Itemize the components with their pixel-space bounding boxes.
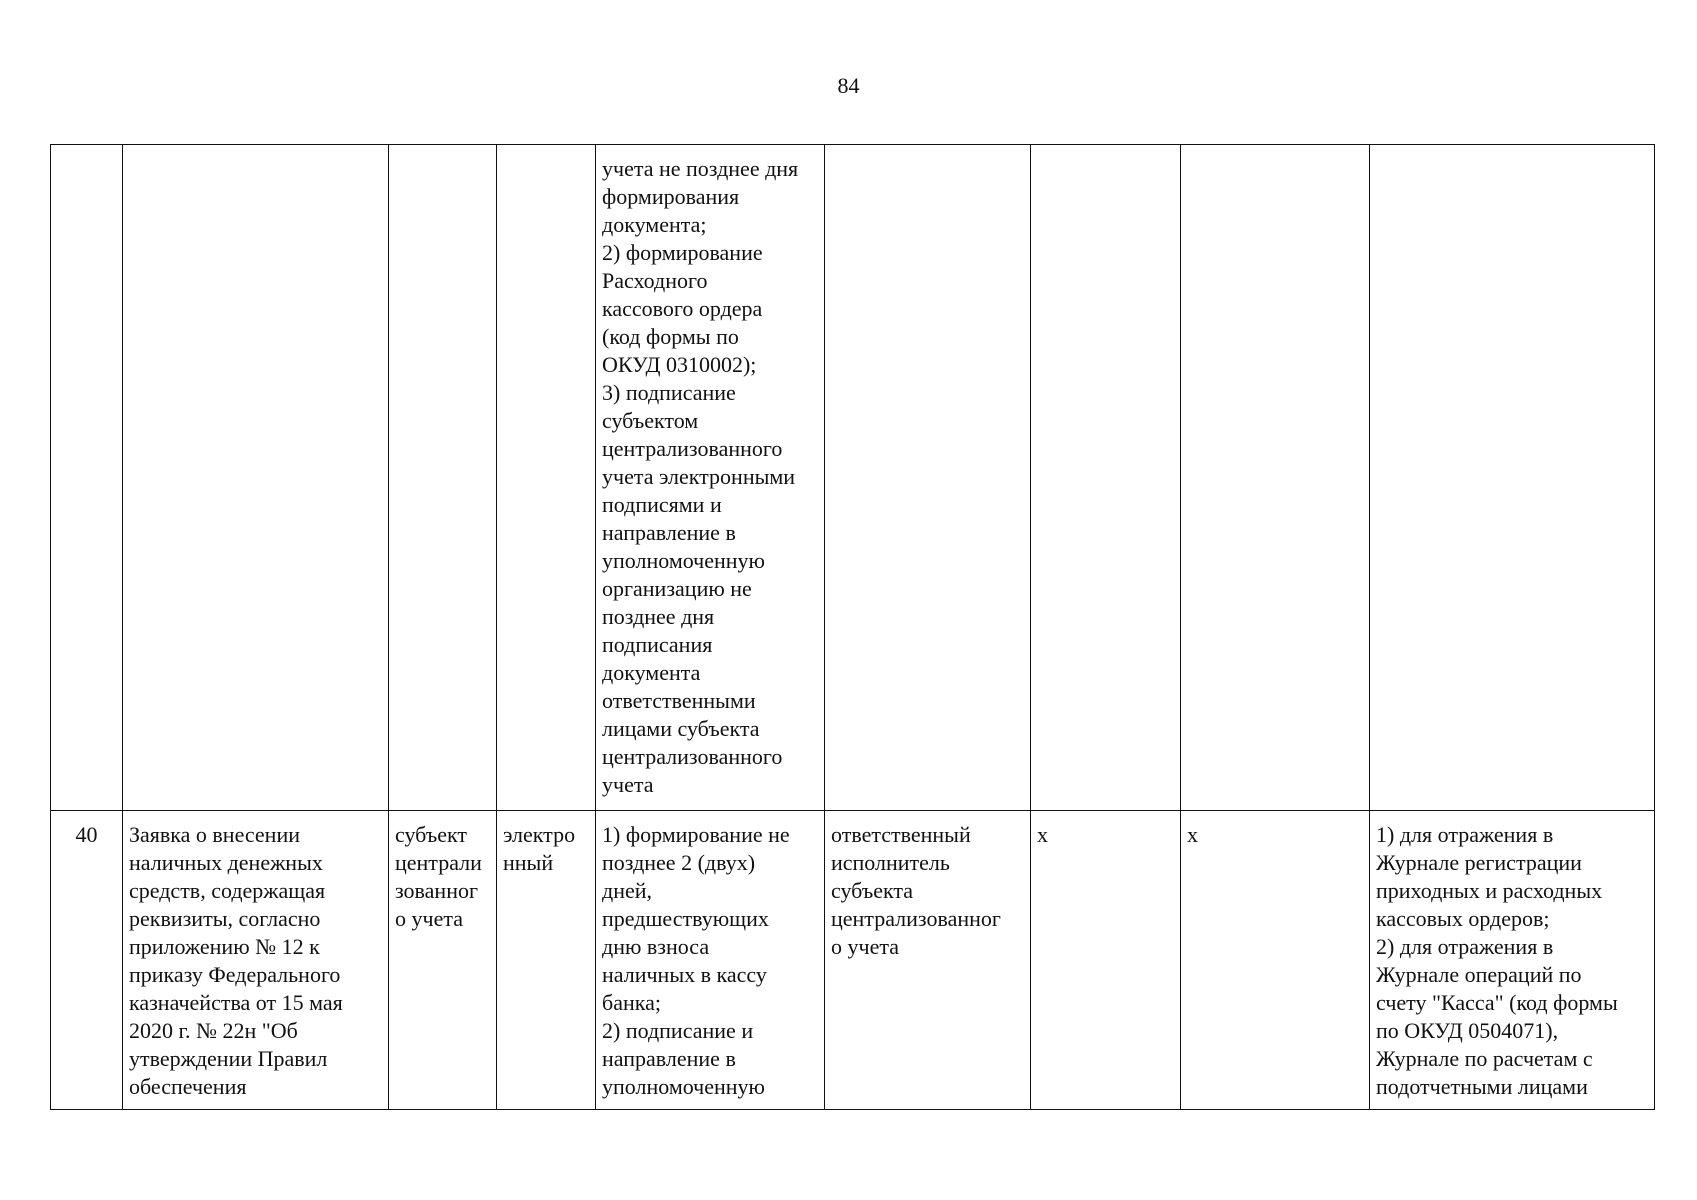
column-7-cell <box>1031 145 1181 811</box>
executor-cell <box>825 145 1031 811</box>
document-name-cell <box>123 145 389 811</box>
procedure-cell: учета не позднее дня формирования документа; 2) формирование Расходного кассового ордера (код формы по ОКУД 0310002); 3) подписание субъектом централизованного учета электронными подписями и направление в уполномоченную организацию не позднее дня подписания документа ответственными лицами субъекта централизованного учета <box>596 145 825 811</box>
table-row <box>51 811 1655 1110</box>
table-row <box>51 145 1655 811</box>
responsible-cell <box>389 145 497 811</box>
row-number-cell: 40 <box>51 811 123 1110</box>
column-8-cell: х <box>1181 811 1370 1110</box>
executor-cell: ответственный исполнитель субъекта централизованног о учета <box>825 811 1031 1110</box>
page-number: 84 <box>837 73 860 98</box>
form-cell: электро нный <box>497 811 596 1110</box>
document-name-cell: Заявка о внесении наличных денежных средств, содержащая реквизиты, согласно приложению № 12 к приказу Федерального казначейства от 15 мая 2020 г. № 22н "Об утверждении Правил обеспечения <box>123 811 389 1110</box>
purpose-cell <box>1370 145 1655 811</box>
procedure-cell: 1) формирование не позднее 2 (двух) дней, предшествующих дню взноса наличных в кассу банка; 2) подписание и направление в уполномоченную <box>596 811 825 1110</box>
row-number-cell <box>51 145 123 811</box>
column-7-cell: х <box>1031 811 1181 1110</box>
form-cell <box>497 145 596 811</box>
responsible-cell: субъект централи зованног о учета <box>389 811 497 1110</box>
document-table <box>50 144 1655 1110</box>
purpose-cell: 1) для отражения в Журнале регистрации приходных и расходных кассовых ордеров; 2) для отражения в Журнале операций по счету "Касса" (код формы по ОКУД 0504071), Журнале по расчетам с подотчетными лицами <box>1370 811 1655 1110</box>
column-8-cell <box>1181 145 1370 811</box>
